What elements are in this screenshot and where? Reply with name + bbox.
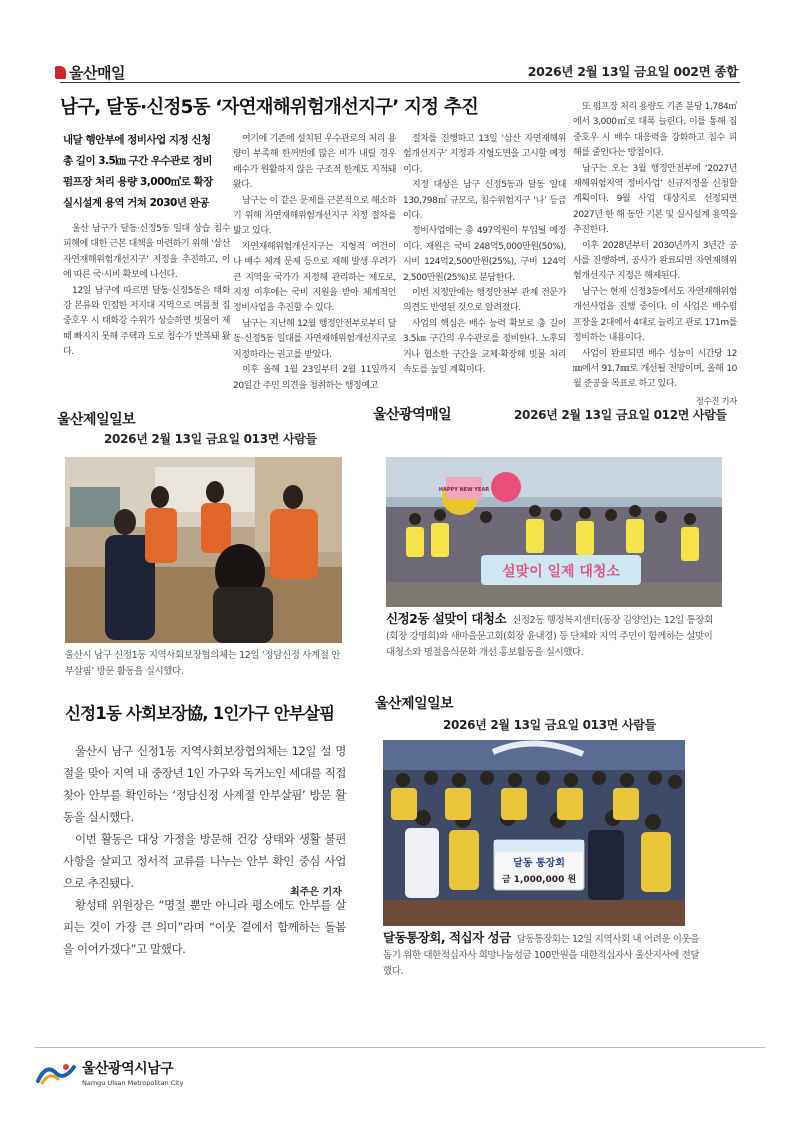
paragraph: 사업이 완료되면 배수 성능이 시간당 12㎜에서 91.7㎜로 개선될 전망이며, 올해 10월 준공을 목표로 하고 있다.	[573, 348, 737, 390]
photo-illustration	[383, 740, 685, 926]
paragraph: 울산 남구가 달동·신정5동 일대 상습 침수 피해에 대한 근본 대책을 마련하기 위해 ‘삼산 자연재해위험개선지구’ 지정을 추진하고, 이에 따른 국·시비 확보에 나선다.	[63, 224, 230, 281]
paper-name: 울산매일	[69, 64, 125, 82]
story-headline: 신정1동 사회보장協, 1인가구 안부살핌	[65, 704, 335, 723]
footer-logo	[36, 1058, 183, 1087]
article-column-2	[233, 132, 396, 394]
subhead-line: 내달 행안부에 정비사업 지정 신청	[63, 134, 211, 146]
paragraph: 이후 올해 1월 23일부터 2월 11일까지 20일간 주민 의견을 청취하는 행정예고	[233, 365, 396, 391]
paragraph: 정비사업에는 총 497억원이 투입될 예정이다. 재원은 국비 248억5,000만원(50%), 시비 124억2,500만원(25%), 구비 124억2,500만원(25%)로 분담한다.	[403, 226, 566, 283]
paragraph: 이후 2028년부터 2030년까지 3년간 공사를 진행하며, 공사가 완료되면 자연재해위험개선지구 지정은 해제된다.	[573, 240, 737, 282]
photo-donation-group	[383, 740, 685, 926]
namgu-emblem-icon	[36, 1061, 76, 1085]
photo-caption	[386, 611, 722, 661]
photo-cleanup-group	[386, 457, 722, 607]
banner-text: 설맞이 일제 대청소	[502, 564, 620, 580]
article-date: 2026년 2월 13일 금요일 002면 종합	[527, 64, 738, 79]
section-paper-name: 울산제일일보	[57, 412, 136, 428]
subhead-line: 펌프장 처리 용량 3,000㎥로 확장	[63, 176, 213, 188]
section-date: 2026년 2월 13일 금요일 013면 사람들	[443, 718, 656, 732]
board-amount: 금 1,000,000 원	[501, 875, 577, 885]
section-date: 2026년 2월 13일 금요일 013면 사람들	[104, 432, 317, 446]
paragraph: 남구는 오는 3월 행정안전부에 ‘2027년 재해위험지역 정비사업’ 신규지정을 신청할 계획이다. 9월 사업 대상지로 선정되면 2027년 한 해 동안 기본 및 실시설계 용역을 추진한다.	[573, 163, 737, 236]
subhead-line: 실시설계 용역 거쳐 2030년 완공	[63, 197, 209, 209]
paragraph: 남구는 지난해 12월 행정안전부로부터 달동·신정5동 일대를 자연재해위험개선지구로 지정하라는 권고를 받았다.	[233, 318, 396, 360]
paragraph: 지정 대상은 남구 신정5동과 달동 일대 130,798㎡ 규모로, 침수위험지구 ‘나’ 등급이다.	[403, 180, 566, 222]
photo-caption: 울산시 남구 신정1동 지역사회보장협의체는 12일 ‘정담신정 사계절 안부살핌’ 방문 활동을 실시했다.	[65, 650, 340, 677]
paragraph: 12일 남구에 따르면 달동·신정5동은 태화강 본류와 인접한 저지대 지역으로 여름철 집중호우 시 태화강 수위가 상승하면 빗물이 제때 빠지지 못해 주택과 도로 침수가 반복돼 왔다.	[63, 285, 230, 358]
photo-illustration	[65, 457, 342, 643]
paragraph: 남구는 이 같은 문제를 근본적으로 해소하기 위해 자연재해위험개선지구 지정 절차를 밟고 있다.	[233, 195, 396, 237]
caption-title: 신정2동 설맞이 대청소	[386, 611, 507, 626]
section-paper-name: 울산광역매일	[373, 407, 452, 423]
footer-name-en: Namgu Ulsan Metropolitan City	[82, 1079, 184, 1087]
article-column-3	[403, 132, 566, 379]
paragraph: 이번 지정안에는 행정안전부 관계 전문가 의견도 반영된 것으로 알려졌다.	[403, 288, 566, 314]
paragraph: 황성태 위원장은 “명절 뿐만 아니라 평소에도 안부를 살피는 것이 가장 큰 의미”라며 “이웃 곁에서 함께하는 돌봄을 이어가겠다”고 말했다.	[63, 898, 346, 956]
photo-illustration	[386, 457, 722, 607]
paragraph: 울산시 남구 신정1동 지역사회보장협의체는 12일 설 명절을 맞아 지역 내 중장년 1인 가구와 독거노인 세대를 직접 찾아 안부를 확인하는 ‘정담신정 사계절 안부살핌’ 방문 활동을 실시했다.	[63, 744, 346, 824]
paragraph: 절차를 진행하고 13일 ‘삼산 자연재해위험개선지구’ 지정과 지형도면을 고시할 예정이다.	[403, 134, 566, 175]
byline: 최주은 기자	[290, 887, 342, 898]
header-divider	[60, 82, 740, 83]
subhead-line: 총 길이 3.5㎞ 구간 우수관로 정비	[63, 155, 212, 167]
paragraph: 또 펌프장 처리 용량도 기존 분당 1,784㎥에서 3,000㎥로 대폭 늘린다. 이를 통해 집중호우 시 배수 대응력을 강화하고 침수 피해를 줄인다는 방침이다.	[573, 102, 737, 159]
footer-divider	[35, 1047, 765, 1048]
section-paper-name: 울산제일일보	[375, 696, 454, 712]
photo-home-visit	[65, 457, 342, 643]
photo-caption	[383, 930, 703, 980]
board-title: 달동 통장회	[513, 858, 565, 869]
article-column-4	[573, 100, 737, 410]
sign-text: HAPPY NEW YEAR	[438, 487, 490, 493]
paragraph: 사업의 핵심은 배수 능력 확보로 총 길이 3.5㎞ 구간의 우수관로를 정비한다. 노후되거나 협소한 구간을 교체·확장해 빗물 처리 속도를 높일 계획이다.	[403, 318, 566, 376]
paragraph: 이번 활동은 대상 가정을 방문해 건강 상태와 생활 불편 사항을 살피고 정서적 교류를 나누는 안부 확인 중심 사업으로 추진됐다.	[63, 832, 346, 890]
newspaper-logo-icon	[55, 66, 66, 79]
subhead-block	[63, 130, 230, 214]
paragraph: 자연재해위험개선지구는 지형적 여건이나 배수 체계 문제 등으로 재해 발생 우려가 큰 지역을 국가가 지정해 관리하는 제도로, 지정 이후에는 국비 지원을 받아 체계적인 정비사업을 추진할 수 있다.	[233, 241, 396, 314]
caption-text: 달동통장회는 12일 지역사회 내 어려운 이웃을 돕기 위한 대한적십자사 희망나눔성금 100만원을 대한적십자사 울산지사에 전달했다.	[383, 934, 700, 977]
headline: 남구, 달동·신정5동 ‘자연재해위험개선지구’ 지정 추진	[60, 97, 479, 118]
masthead-ulsan-maeil	[55, 62, 125, 83]
footer-name-ko: 울산광역시남구	[82, 1061, 174, 1077]
footer-text	[82, 1058, 183, 1087]
caption-text: 신정2동 행정복지센터(동장 김양언)는 12일 통장회(회장 강명희)와 새마을문고회(회장 윤내경) 등 단체와 지역 주민이 함께하는 설맞이 대청소와 명절음식문화 개선 홍보활동을 실시했다.	[386, 615, 713, 658]
paragraph: 여기에 기존에 설치된 우수관로의 처리 용량이 부족해 한꺼번에 많은 비가 내릴 경우 배수가 원활하지 않은 구조적 한계도 지적돼 왔다.	[233, 134, 396, 191]
byline: 정수진 기자	[695, 396, 737, 407]
caption-title: 달동통장회, 적십자 성금	[383, 930, 511, 945]
story-body	[63, 740, 346, 960]
section-date: 2026년 2월 13일 금요일 012면 사람들	[514, 408, 727, 422]
article-column-1	[63, 130, 230, 361]
paragraph: 남구는 현재 신정3동에서도 자연재해위험개선사업을 진행 중이다. 이 사업은 배수펌프장을 2대에서 4대로 늘리고 관로 171m를 정비하는 내용이다.	[573, 286, 737, 344]
